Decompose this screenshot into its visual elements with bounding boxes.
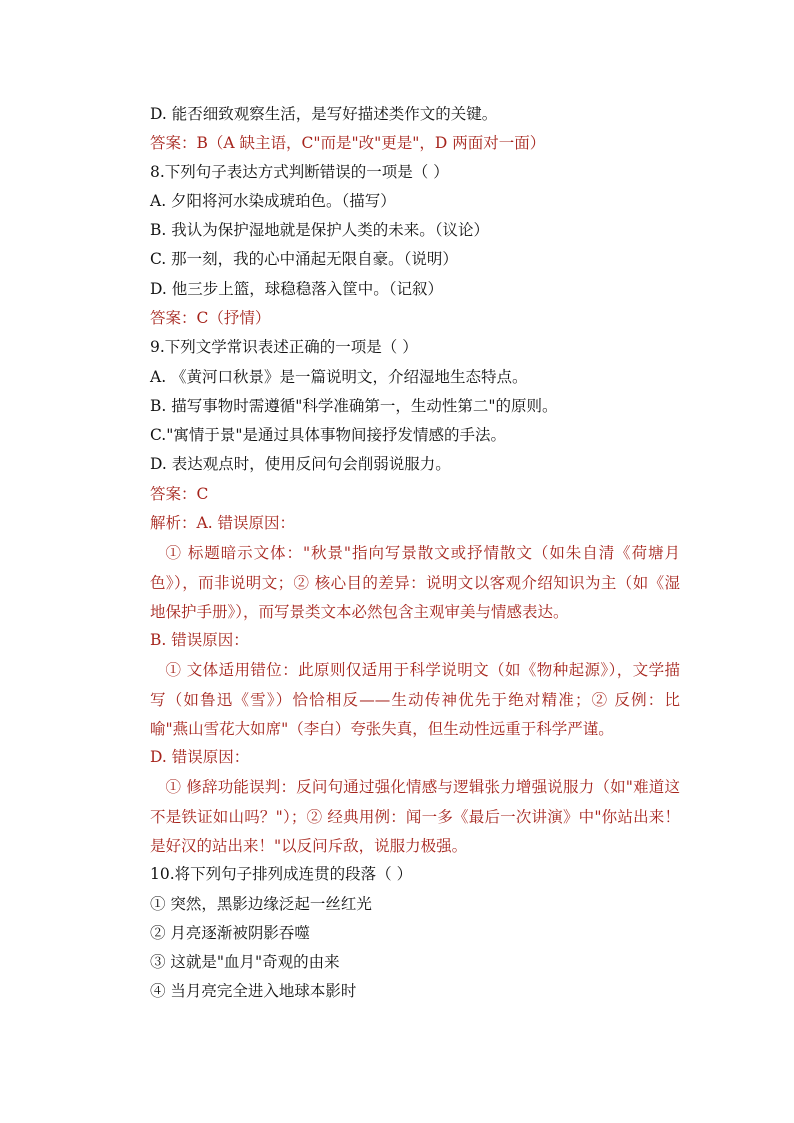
sentence-2: ② 月亮逐渐被阴影吞噬 [150,924,310,942]
answer-7: 答案：B（A 缺主语，C"而是"改"更是"，D 两面对一面） [150,134,546,152]
analysis-b-heading: B. 错误原因： [150,631,249,649]
question-8-option-b: B. 我认为保护湿地就是保护人类的未来。（议论） [150,221,489,239]
question-8-option-c: C. 那一刻，我的心中涌起无限自豪。（说明） [150,250,458,268]
answer-8: 答案：C（抒情） [150,309,271,327]
question-8-option-a: A. 夕阳将河水染成琥珀色。（描写） [150,192,396,210]
question-9: 9.下列文学常识表述正确的一项是（ ） [150,338,418,356]
analysis-d-heading: D. 错误原因： [150,748,250,766]
question-9-option-b: B. 描写事物时需遵循"科学准确第一，生动性第二"的原则。 [150,397,558,415]
question-8: 8.下列句子表达方式判断错误的一项是（ ） [150,163,449,181]
sentence-3: ③ 这就是"血月"奇观的由来 [150,953,340,971]
analysis-b-body: ① 文体适用错位：此原则仅适用于科学说明文（如《物种起源》），文学描写（如鲁迅《雪》）恰恰相反——生动传神优先于绝对精准；② 反例：比喻"燕山雪花大如席"（李白）夸张失真，但生动性远重于科学严谨。 [150,661,680,738]
question-9-option-c: C."寓情于景"是通过具体事物间接抒发情感的手法。 [150,426,506,444]
question-8-option-d: D. 他三步上篮，球稳稳落入筐中。（记叙） [150,280,443,298]
question-9-option-d: D. 表达观点时，使用反问句会削弱说服力。 [150,455,451,473]
analysis-a-heading: 解析：A. 错误原因： [150,514,296,532]
question-10: 10.将下列句子排列成连贯的段落（ ） [150,865,413,883]
question-9-option-a: A. 《黄河口秋景》是一篇说明文，介绍湿地生态特点。 [150,368,528,386]
sentence-4: ④ 当月亮完全进入地球本影时 [150,982,357,1000]
answer-9: 答案：C [150,485,209,503]
analysis-d-body: ① 修辞功能误判：反问句通过强化情感与逻辑张力增强说服力（如"难道这不是铁证如山吗？"）；② 经典用例：闻一多《最后一次讲演》中"你站出来！是好汉的站出来！"以反问斥敌，说服力极强。 [150,778,680,855]
analysis-a-body: ① 标题暗示文体："秋景"指向写景散文或抒情散文（如朱自清《荷塘月色》），而非说明文；② 核心目的差异：说明文以客观介绍知识为主（如《湿地保护手册》），而写景类文本必然包含主观审美与情感表达。 [150,544,680,621]
sentence-1: ① 突然，黑影边缘泛起一丝红光 [150,895,372,913]
option-d-prev: D. 能否细致观察生活，是写好描述类作文的关键。 [150,105,498,123]
